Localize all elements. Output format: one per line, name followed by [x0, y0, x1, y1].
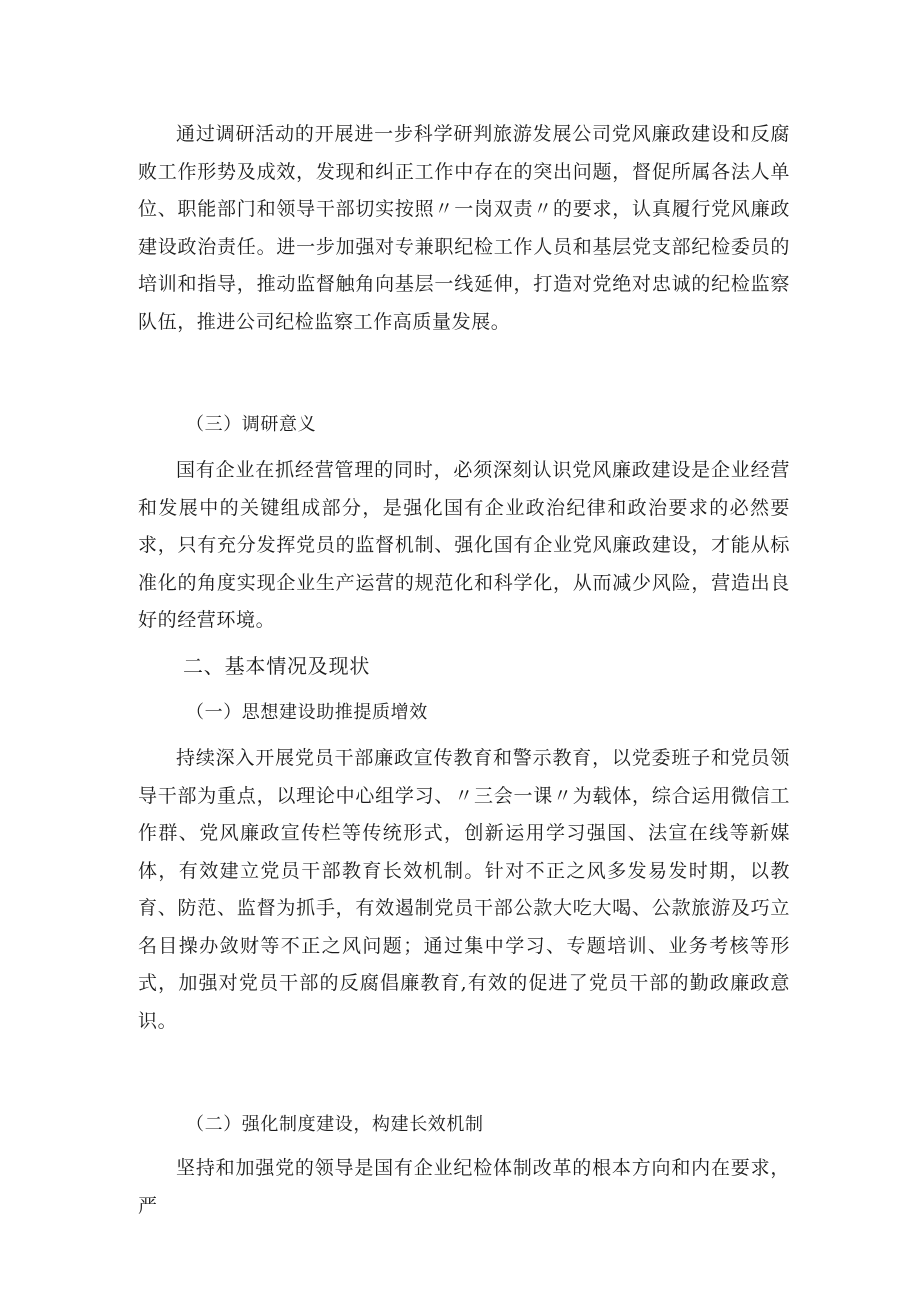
paragraph-ideological-building: 持续深入开展党员干部廉政宣传教育和警示教育，以党委班子和党员领导干部为重点，以理论中心组学习、〃三会一课〃为载体，综合运用微信工作群、党风廉政宣传栏等传统形式，创新运用学习强国、法宣在线等新媒体，有效建立党员干部教育长效机制。针对不正之风多发易发时期，以教育、防范、监督为抓手，有效遏制党员干部公款大吃大喝、公款旅游及巧立名目操办敛财等不正之风问题；通过集中学习、专题培训、业务考核等形式，加强对党员干部的反腐倡廉教育,有效的促进了党员干部的勤政廉政意识。 — [138, 747, 790, 1032]
section-heading-basic-situation: 二、基本情况及现状 — [183, 654, 371, 678]
paragraph-system-building: 坚持和加强党的领导是国有企业纪检体制改革的根本方向和内在要求，严 — [138, 1157, 790, 1217]
subheading-research-significance: （三）调研意义 — [186, 414, 317, 435]
subheading-ideological-building: （一）思想建设助推提质增效 — [186, 702, 428, 723]
paragraph-research-significance: 国有企业在抓经营管理的同时，必须深刻认识党风廉政建设是企业经营和发展中的关键组成部分，是强化国有企业政治纪律和政治要求的必然要求，只有充分发挥党员的监督机制、强化国有企业党风廉政建设，才能从标准化的角度实现企业生产运营的规范化和科学化，从而减少风险，营造出良好的经营环境。 — [138, 459, 790, 631]
paragraph-research-goals: 通过调研活动的开展进一步科学研判旅游发展公司党风廉政建设和反腐败工作形势及成效，发现和纠正工作中存在的突出问题，督促所属各法人单位、职能部门和领导干部切实按照〃一岗双责〃的要求，认真履行党风廉政建设政治责任。进一步加强对专兼职纪检工作人员和基层党支部纪检委员的培训和指导，推动监督触角向基层一线延伸，打造对党绝对忠诚的纪检监察队伍，推进公司纪检监察工作高质量发展。 — [138, 123, 790, 333]
subheading-system-building: （二）强化制度建设，构建长效机制 — [186, 1114, 484, 1135]
